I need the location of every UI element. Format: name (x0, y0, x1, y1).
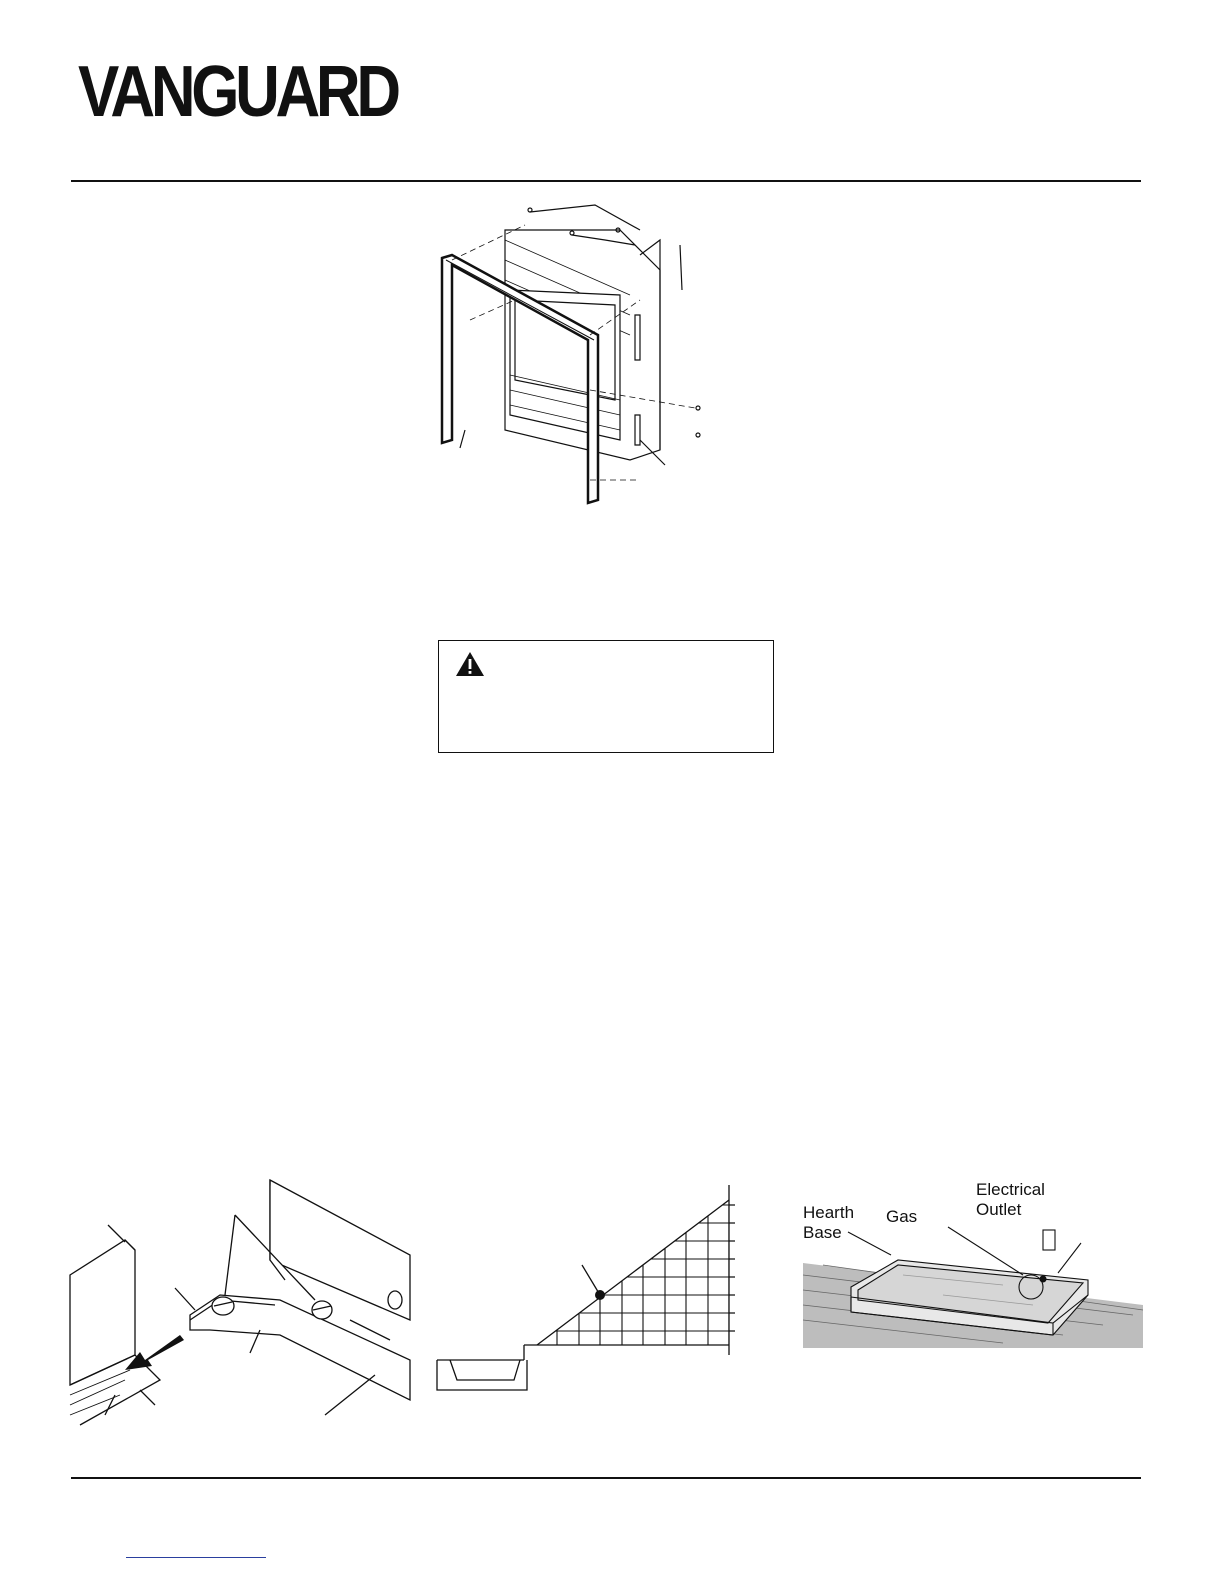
warning-triangle-icon (455, 651, 485, 677)
brand-logo: VANGUARD (78, 52, 397, 132)
footer-link[interactable] (126, 1557, 266, 1558)
header-rule (71, 180, 1141, 182)
warning-box (438, 640, 774, 753)
gas-label: Gas (886, 1207, 918, 1226)
clearance-grid-figure (432, 1185, 742, 1400)
electrical-outlet-label: Electrical Outlet (976, 1180, 1045, 1219)
surround-frame-figure (430, 200, 720, 510)
hearth-base-figure (803, 1235, 1143, 1350)
hardware-detail-figure (70, 1170, 410, 1430)
footer-rule (71, 1477, 1141, 1479)
hearth-base-label: Hearth Base (803, 1203, 855, 1242)
